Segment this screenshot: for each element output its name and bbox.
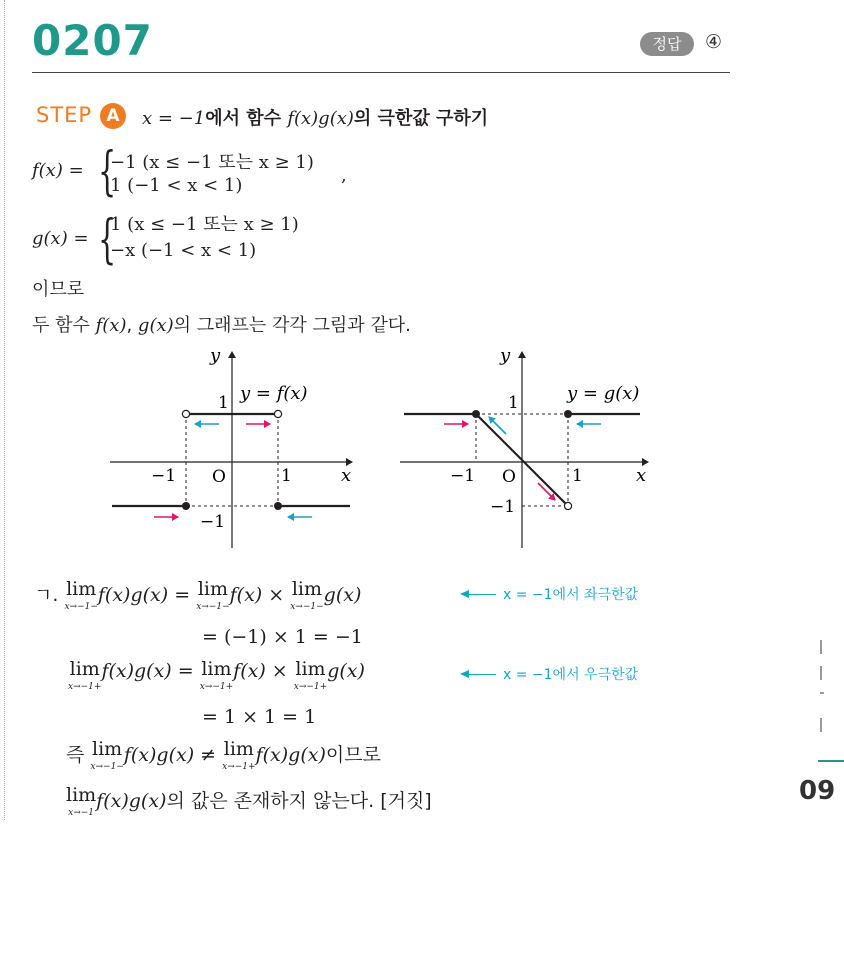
right-limit-note-arrow <box>462 674 496 675</box>
definition-comma: , <box>341 165 347 186</box>
expr-fg: f(x)g(x) <box>101 660 172 682</box>
solution-line-4: = 1 × 1 = 1 <box>202 706 317 728</box>
graph-f-y-label: y <box>210 345 221 366</box>
limit-right-f: lim x→−1+ <box>199 658 234 692</box>
graph-g-y-tick-1: 1 <box>508 393 519 413</box>
solution-line-3 <box>68 660 365 692</box>
times-sign: × <box>271 660 288 682</box>
item-marker: ㄱ. <box>34 584 59 606</box>
graph-g-x-tick-1: 1 <box>572 466 583 486</box>
step-title-func: f(x)g(x) <box>287 108 354 129</box>
limit-two-sided-fg: lim x→−1 <box>66 784 97 818</box>
expr-g: g(x) <box>327 660 365 682</box>
solution-line-6 <box>66 786 432 818</box>
step-title-end: 의 극한값 구하기 <box>353 108 489 129</box>
graph-f <box>110 345 352 548</box>
graph-f-closed-point-left <box>182 502 190 510</box>
not-equal-sign: ≠ <box>200 744 217 766</box>
graph-g-curve-label: y = g(x) <box>567 383 640 404</box>
graph-f-x-tick-neg1: −1 <box>151 466 177 486</box>
graph-f-open-point-left <box>182 410 189 417</box>
solution-line-1 <box>34 580 361 612</box>
equals-sign: = <box>177 660 194 682</box>
solution-line-2: = (−1) × 1 = −1 <box>202 626 363 648</box>
f-definition-lhs: f(x) = <box>32 160 84 181</box>
left-limit-note: x = −1에서 좌극한값 <box>503 587 639 603</box>
limit-right-g: lim x→−1+ <box>293 658 328 692</box>
graph-f-x-label: x <box>341 465 352 486</box>
g-case-2: −x (−1 < x < 1) <box>110 240 257 261</box>
expr-g: g(x) <box>323 584 362 606</box>
f-case-1: −1 (x ≤ −1 또는 x ≥ 1) <box>110 152 314 173</box>
next-page-fragment <box>816 640 844 780</box>
limit-left-fg-conclusion: lim x→−1− <box>90 738 124 772</box>
problem-number: 0207 <box>32 16 153 65</box>
g-definition-brace: { <box>98 210 117 270</box>
graph-sentence-f: f(x) <box>95 315 127 336</box>
next-page-number-fragment: 09 <box>799 776 836 806</box>
answer-value: ④ <box>705 31 723 53</box>
expr-fg: f(x)g(x) <box>255 744 326 766</box>
limit-right-fg: lim x→−1+ <box>68 658 102 692</box>
graph-f-y-tick-neg1: −1 <box>200 512 226 532</box>
expr-fg: f(x)g(x) <box>96 790 167 812</box>
graph-f-curve-label: y = f(x) <box>240 383 308 404</box>
f-case-2: 1 (−1 < x < 1) <box>110 175 243 196</box>
graph-g-x-tick-neg1: −1 <box>450 466 476 486</box>
conclusion-suffix: 이므로 <box>325 744 381 766</box>
f-definition-brace: { <box>98 142 117 202</box>
limit-left-f: lim x→−1− <box>196 578 230 612</box>
graph-f-open-point-right <box>274 410 281 417</box>
graph-sentence-b: 의 그래프는 각각 그림과 같다. <box>173 315 411 336</box>
expr-f: f(x) <box>229 584 263 606</box>
final-statement: 의 값은 존재하지 않는다. [거짓] <box>166 790 432 812</box>
graph-g-origin: O <box>502 467 516 487</box>
graph-g-x-label: x <box>636 465 647 486</box>
graph-g-y-label: y <box>500 345 511 366</box>
times-sign: × <box>268 584 285 606</box>
right-limit-note: x = −1에서 우극한값 <box>503 667 639 683</box>
equals-sign: = <box>174 584 191 606</box>
step-badge: A <box>100 103 126 129</box>
graph-f-closed-point-right <box>274 502 282 510</box>
graph-sentence-a: 두 함수 <box>32 315 96 336</box>
expr-fg: f(x)g(x) <box>123 744 195 766</box>
since-text: 이므로 <box>32 279 85 300</box>
graph-g-middle-segment <box>476 414 566 504</box>
g-definition-lhs: g(x) = <box>32 228 89 249</box>
g-case-1: 1 (x ≤ −1 또는 x ≥ 1) <box>110 214 299 235</box>
graph-g-closed-point-left <box>472 410 480 418</box>
graph-f-origin: O <box>212 467 226 487</box>
graph-f-y-tick-1: 1 <box>218 393 229 413</box>
step-title-text: 에서 함수 <box>205 108 282 129</box>
step-label: STEP <box>36 103 93 127</box>
answer-badge: 정답 <box>640 32 694 56</box>
solution-line-5 <box>66 740 381 772</box>
graph-f-x-tick-1: 1 <box>281 466 292 486</box>
expr-f: f(x) <box>233 660 266 682</box>
graph-sentence-g: g(x) <box>137 315 174 336</box>
graph-g-blue-arrow-diagonal <box>489 417 506 434</box>
limit-right-fg-conclusion: lim x→−1+ <box>222 738 256 772</box>
graph-sentence-sep: , <box>126 315 138 336</box>
graph-g-open-point <box>564 502 571 509</box>
expr-fg: f(x)g(x) <box>97 584 169 606</box>
limit-left-fg: lim x→−1− <box>64 578 98 612</box>
left-limit-note-arrow <box>462 594 496 595</box>
step-title-math: x = −1 <box>142 108 206 129</box>
limit-left-g: lim x→−1− <box>290 578 324 612</box>
graph-g-closed-point-right <box>564 410 572 418</box>
conclusion-prefix: 즉 <box>66 744 85 766</box>
graph-g <box>400 345 648 548</box>
next-page-rule-fragment <box>818 760 844 762</box>
graph-g-y-tick-neg1: −1 <box>490 497 516 517</box>
